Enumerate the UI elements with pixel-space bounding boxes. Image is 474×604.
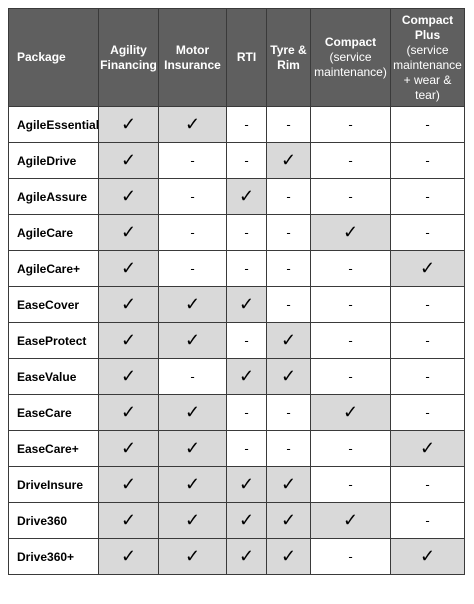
table-row <box>9 287 465 323</box>
package-name-cell: EaseCare <box>9 395 99 431</box>
header-motor-insurance <box>159 9 227 107</box>
table-body <box>9 107 465 575</box>
header-subtitle: (service maintenance + wear & tear) <box>393 42 462 102</box>
table-row <box>9 179 465 215</box>
included-check-cell: ✓ <box>267 539 311 575</box>
included-check-cell: ✓ <box>311 215 391 251</box>
included-check-cell: ✓ <box>227 467 267 503</box>
included-check-cell: ✓ <box>99 215 159 251</box>
included-check-cell: ✓ <box>227 287 267 323</box>
package-name-cell: AgileDrive <box>9 143 99 179</box>
not-included-cell: - <box>311 539 391 575</box>
included-check-cell: ✓ <box>391 431 465 467</box>
package-name-cell: AgileAssure <box>9 179 99 215</box>
not-included-cell: - <box>391 287 465 323</box>
header-row <box>9 9 465 107</box>
not-included-cell: - <box>159 251 227 287</box>
included-check-cell: ✓ <box>227 503 267 539</box>
package-comparison-table <box>8 8 465 575</box>
package-name-cell: EaseCare+ <box>9 431 99 467</box>
not-included-cell: - <box>267 107 311 143</box>
table-row <box>9 323 465 359</box>
package-name-cell: DriveInsure <box>9 467 99 503</box>
included-check-cell: ✓ <box>159 395 227 431</box>
not-included-cell: - <box>391 359 465 395</box>
header-tyre-rim <box>267 9 311 107</box>
not-included-cell: - <box>311 323 391 359</box>
included-check-cell: ✓ <box>99 323 159 359</box>
header-subtitle: (service maintenance) <box>314 50 387 79</box>
not-included-cell: - <box>311 359 391 395</box>
included-check-cell: ✓ <box>311 503 391 539</box>
included-check-cell: ✓ <box>99 179 159 215</box>
not-included-cell: - <box>391 215 465 251</box>
header-title: RTI <box>236 50 257 64</box>
included-check-cell: ✓ <box>267 467 311 503</box>
included-check-cell: ✓ <box>267 143 311 179</box>
not-included-cell: - <box>227 395 267 431</box>
not-included-cell: - <box>227 215 267 251</box>
table-row <box>9 467 465 503</box>
header-compact-plus <box>391 9 465 107</box>
package-name-cell: EaseCover <box>9 287 99 323</box>
table-row <box>9 107 465 143</box>
package-name-cell: EaseProtect <box>9 323 99 359</box>
table-row <box>9 215 465 251</box>
included-check-cell: ✓ <box>391 251 465 287</box>
not-included-cell: - <box>227 251 267 287</box>
not-included-cell: - <box>267 287 311 323</box>
header-rti <box>227 9 267 107</box>
header-compact <box>311 9 391 107</box>
table-row <box>9 359 465 395</box>
header-title: Motor Insurance <box>164 42 221 72</box>
header-title: Package <box>17 50 66 64</box>
included-check-cell: ✓ <box>227 539 267 575</box>
included-check-cell: ✓ <box>391 539 465 575</box>
included-check-cell: ✓ <box>99 395 159 431</box>
not-included-cell: - <box>311 143 391 179</box>
included-check-cell: ✓ <box>159 323 227 359</box>
table-row <box>9 251 465 287</box>
included-check-cell: ✓ <box>99 287 159 323</box>
not-included-cell: - <box>267 251 311 287</box>
included-check-cell: ✓ <box>159 467 227 503</box>
not-included-cell: - <box>159 179 227 215</box>
included-check-cell: ✓ <box>99 107 159 143</box>
included-check-cell: ✓ <box>159 431 227 467</box>
included-check-cell: ✓ <box>99 539 159 575</box>
not-included-cell: - <box>159 143 227 179</box>
table-row <box>9 503 465 539</box>
header-title: Compact <box>324 35 377 49</box>
not-included-cell: - <box>227 323 267 359</box>
package-name-cell: EaseValue <box>9 359 99 395</box>
included-check-cell: ✓ <box>267 359 311 395</box>
included-check-cell: ✓ <box>99 251 159 287</box>
package-name-cell: Drive360+ <box>9 539 99 575</box>
not-included-cell: - <box>159 215 227 251</box>
not-included-cell: - <box>391 395 465 431</box>
included-check-cell: ✓ <box>159 107 227 143</box>
included-check-cell: ✓ <box>159 539 227 575</box>
not-included-cell: - <box>391 503 465 539</box>
not-included-cell: - <box>159 359 227 395</box>
table-row <box>9 431 465 467</box>
included-check-cell: ✓ <box>99 359 159 395</box>
header-package <box>9 9 99 107</box>
not-included-cell: - <box>227 431 267 467</box>
not-included-cell: - <box>227 143 267 179</box>
header-title: Tyre & Rim <box>270 42 307 72</box>
not-included-cell: - <box>267 215 311 251</box>
not-included-cell: - <box>311 287 391 323</box>
not-included-cell: - <box>311 467 391 503</box>
not-included-cell: - <box>267 431 311 467</box>
included-check-cell: ✓ <box>159 287 227 323</box>
not-included-cell: - <box>311 431 391 467</box>
included-check-cell: ✓ <box>227 179 267 215</box>
not-included-cell: - <box>311 179 391 215</box>
included-check-cell: ✓ <box>159 503 227 539</box>
not-included-cell: - <box>391 107 465 143</box>
not-included-cell: - <box>391 143 465 179</box>
not-included-cell: - <box>227 107 267 143</box>
not-included-cell: - <box>267 179 311 215</box>
package-name-cell: AgileCare+ <box>9 251 99 287</box>
table-row <box>9 539 465 575</box>
header-agility-financing <box>99 9 159 107</box>
package-name-cell: AgileEssential <box>9 107 99 143</box>
included-check-cell: ✓ <box>267 503 311 539</box>
not-included-cell: - <box>311 107 391 143</box>
included-check-cell: ✓ <box>267 323 311 359</box>
package-name-cell: Drive360 <box>9 503 99 539</box>
included-check-cell: ✓ <box>99 431 159 467</box>
not-included-cell: - <box>391 467 465 503</box>
package-comparison-table-wrapper <box>8 8 465 575</box>
header-title: Compact Plus <box>401 12 454 42</box>
included-check-cell: ✓ <box>311 395 391 431</box>
package-name-cell: AgileCare <box>9 215 99 251</box>
header-title: Agility Financing <box>100 42 157 72</box>
table-row <box>9 143 465 179</box>
not-included-cell: - <box>391 179 465 215</box>
not-included-cell: - <box>391 323 465 359</box>
not-included-cell: - <box>311 251 391 287</box>
included-check-cell: ✓ <box>99 503 159 539</box>
included-check-cell: ✓ <box>99 467 159 503</box>
not-included-cell: - <box>267 395 311 431</box>
table-row <box>9 395 465 431</box>
included-check-cell: ✓ <box>227 359 267 395</box>
included-check-cell: ✓ <box>99 143 159 179</box>
